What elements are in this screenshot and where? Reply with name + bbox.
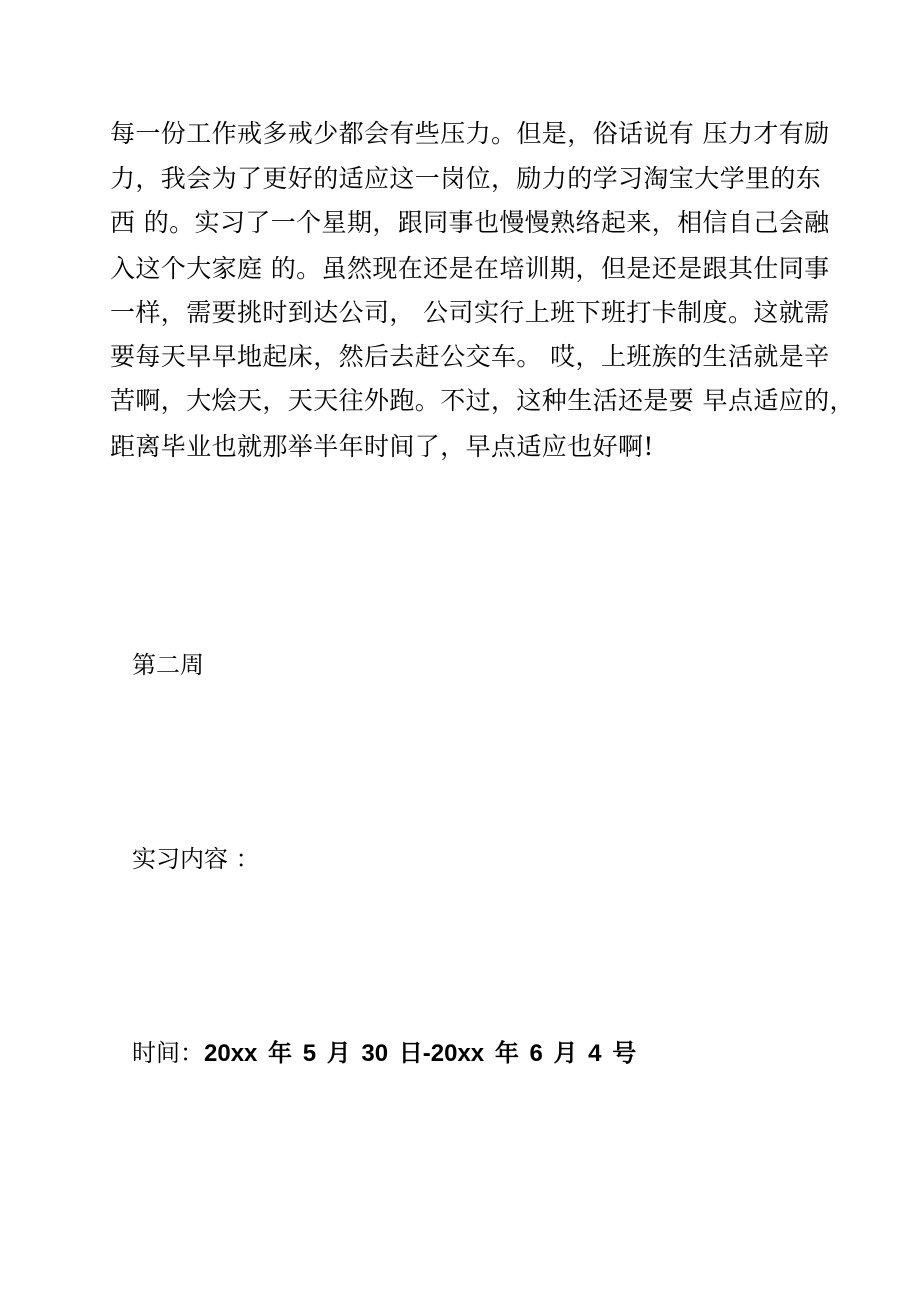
paragraph-line-1: 每一份工作戒多戒少都会有些压力。但是，俗话说有 压力才有励: [110, 119, 830, 148]
content-label: 实习内容 ：: [132, 845, 260, 873]
paragraph-line-8: 距离毕业也就那举半年时间了，早点适应也好啊!: [110, 432, 654, 461]
paragraph-line-5: 一样，需要挑时到达公司， 公司实行上班下班打卡制度。这就需: [110, 298, 830, 327]
section-title: 第二周: [132, 651, 204, 679]
paragraph-line-4: 入这个大家庭 的。虽然现在还是在培训期，但是还是跟其仕同事: [110, 254, 830, 283]
paragraph-line-3: 西 的。实习了一个星期，跟同事也慢慢熟络起来，相信自己会融: [110, 208, 830, 237]
paragraph-line-7: 苦啊，大烩天，天天往外跑。不过，这种生活还是要 早点适应的，: [110, 386, 855, 415]
paragraph-line-6: 要每天早早地起床，然后去赶公交车。 哎，上班族的生活就是辛: [110, 342, 830, 371]
time-value: 20xx 年 5 月 30 日-20xx 年 6 月 4 号: [204, 1040, 637, 1067]
time-line: [132, 1036, 636, 1071]
paragraph-line-2: 力，我会为了更好的适应这一岗位，励力的学习淘宝大学里的东: [110, 164, 822, 193]
time-label: 时间：: [132, 1039, 204, 1067]
